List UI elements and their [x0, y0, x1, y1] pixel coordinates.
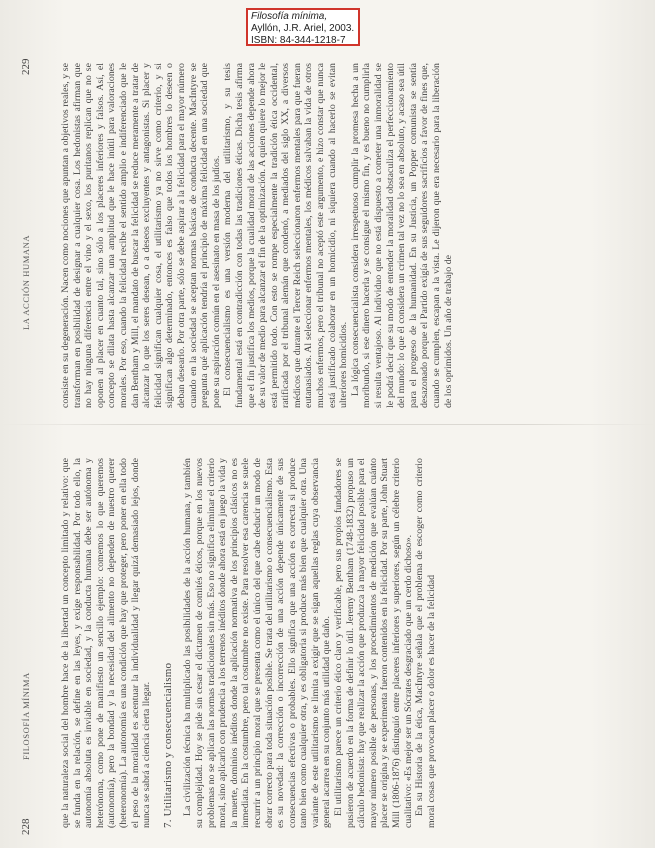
left-paragraph-4: En su Historia de la ética, MacIntyre señala que el problema de escoger como criterio moral cosas que provocan placer o dolor es hacer de la felicidad — [414, 458, 437, 828]
right-paragraph-3: La lógica consecuencialista considera irrespetuoso cumplir la promesa hecha a un moribundo, si ese dinero hacerla y se consigue el mismo fin, y es bueno no cumplirla si resulta ventajoso. Al individuo que no está dispuesto a cometer una inmoralidad se le podrá decir que su modo de entender la moralidad obstaculiza el perfeccionamiento del mundo: lo que él considera un crimen tal vez no lo sea en absoluto, y acaso sea útil para el progreso de la humanidad. En su Justicia, un Popper comunista se sentía desazonado porque el Partido exigía de sus seguidores sacrificios a favor de fines que, cuando se cumplen, escapan a la vista. Le dijeron que era necesario para la liberación de los oprimidos. Un año de trabajo de — [349, 63, 454, 408]
catalog-title: Filosofía mínima, — [251, 11, 328, 22]
right-paragraph-2: El consecuencialismo es una versión moderna del utilitarismo, y su tesis fundamental está en contradicción con todas las tradiciones éticas. Dicha tesis afirma que el fin justifica los medios, porque la cualidad moral de las acciones depende ahora de su valor de medio para alcanzar el fin de la optimización. A quien quiere lo mejor le está permitido todo. Con esto se rompe especialmente la tradición ética occidental, ratificada por el tribunal alemán que condenó, a mediados del siglo XX, a diversos médicos que durante el Tercer Reich seleccionaron enfermos mentales para que fueran eutanasiados. Al seleccionar enfermos mentales, los médicos salvaban la vida de otros muchos enfermos, pero el tribunal no aceptó este argumento, e hizo constar que nunca está justificado colaborar en un homicidio, ni siquiera cuando al hacerlo se evitan ulteriores homicidios. — [222, 63, 350, 408]
left-running-head: FILOSOFÍA MÍNIMA — [21, 672, 31, 760]
catalog-isbn: ISBN: 84-344-1218-7 — [251, 35, 346, 46]
right-running-head: LA ACCIÓN HUMANA — [21, 234, 31, 330]
catalog-label — [246, 8, 360, 46]
page-gutter — [0, 424, 655, 425]
left-page-number: 228 — [20, 818, 32, 835]
catalog-author: Ayllón, J.R. Ariel, 2003. — [251, 23, 355, 34]
left-paragraph-1: que la naturaleza social del hombre hace de la libertad un concepto limitado y relativo: que se funda en la relación, se define en las leyes, y exige responsabilidad. Por todo ello, la autonomía absoluta es inviable en sociedad, y la conducta humana debe ser autónoma y heterónoma, como pone de manifiesto un sencillo ejemplo: comemos lo que queremos (autonomía), pero la bondad y la necesidad del alimento no dependen de nuestro querer (heteronomía). La autonomía es una condición que hay que proteger, pero poner en ella todo el peso de la moralidad es acentuar la individualidad y llegar quizá demasiado lejos, donde nunca se sabrá a ciencia cierta llegar. — [60, 458, 153, 828]
left-paragraph-3: El utilitarismo parece un criterio ético claro y verificable, pero sus propios fundadores se pusieron de acuerdo en la forma de definir lo útil. Jeremy Bentham (1748-1832) propuso un cálculo hedonista: hay que realizar la acción que produzca la mayor felicidad posible para el mayor número posible de personas, y los procedimientos de medición que evalúan cuánto placer se origina y se experimenta fueron contenidos en la felicidad. Por su parte, John Stuart Mill (1806-1876) distinguió entre placeres inferiores y superiores, según un célebre criterio cualitativo: «Es mejor ser un Sócrates desgraciado que un cerdo dichoso». — [333, 458, 414, 828]
right-page-number: 229 — [20, 58, 32, 75]
right-paragraph-1: consiste en su degeneración. Nacen como nociones que apuntan a objetivos reales, y se transforman en posibilidad de designar a cualquier cosa. Los hedonistas afirman que no hay ninguna diferencia entre el vino y el sexo, los puritanos replican que no se oponen al placer en cuanto tal, sino sólo a los placeres inferiores y falsos. Así, el concepto se dilata hasta alcanzar una amplitud que le hace inútil para valoraciones morales. Por eso, cuando la felicidad recibe el sentido amplio e indiferenciado que le dan Bentham y Mill, el mandato de buscar la felicidad se reduce meramente a tratar de alcanzar lo que los seres desean, o a deseos excluyentes y antagonistas. Si placer y felicidad significan cualquier cosa, el utilitarismo ya no sirve como criterio, y si significan algo determinado, entonces es falso que todos los hombres lo deseen o deban desearlo. Por otra parte, sólo se debe aspirar a la felicidad para el mayor número cuando en la sociedad se aceptan normas básicas de conducta decente. MacIntyre se pregunta qué aplicación tendría el principio de máxima felicidad en una sociedad que pone su aspiración común en el asesinato en masa de los judíos. — [60, 63, 222, 408]
right-page-body — [60, 63, 610, 408]
left-page-body — [60, 458, 570, 828]
section-heading: 7. Utilitarismo y consecuencialismo — [161, 662, 174, 828]
left-paragraph-2: La civilización técnica ha multiplicado las posibilidades de la acción humana, y también su complejidad. Hoy se pide sin cesar el dictamen de comités éticos, porque en los nuevos problemas no se aplican las normas tradicionales sin más. Eso no significa eliminar el criterio moral, sino aplicarlo con prudencia a los terrenos inéditos donde ahora está en juego la vida y la muerte, dominios inéditos donde la aplicación normativa de los principios clásicos no es inmediata. En la costumbre, pero tal costumbre no existe. Para resolver esa carencia se suele recurrir a un principio moral que se presenta como el único del que cabe deducir un modo de obrar correcto para toda situación posible. Se trata del utilitarismo o consecuencialismo. Esta es su novedad: la corrección o incorrección de una acción depende únicamente de sus consecuencias efectivas o probables. Ello significa que una acción es correcta si produce tanto bien como cualquier otra, y es obligatoria si produce más bien que cualquier otra. Una variante de este utilitarismo se limita a exigir que se sigan aquellas reglas cuya observancia general acarrea en su conjunto más utilidad que daño. — [182, 458, 333, 828]
